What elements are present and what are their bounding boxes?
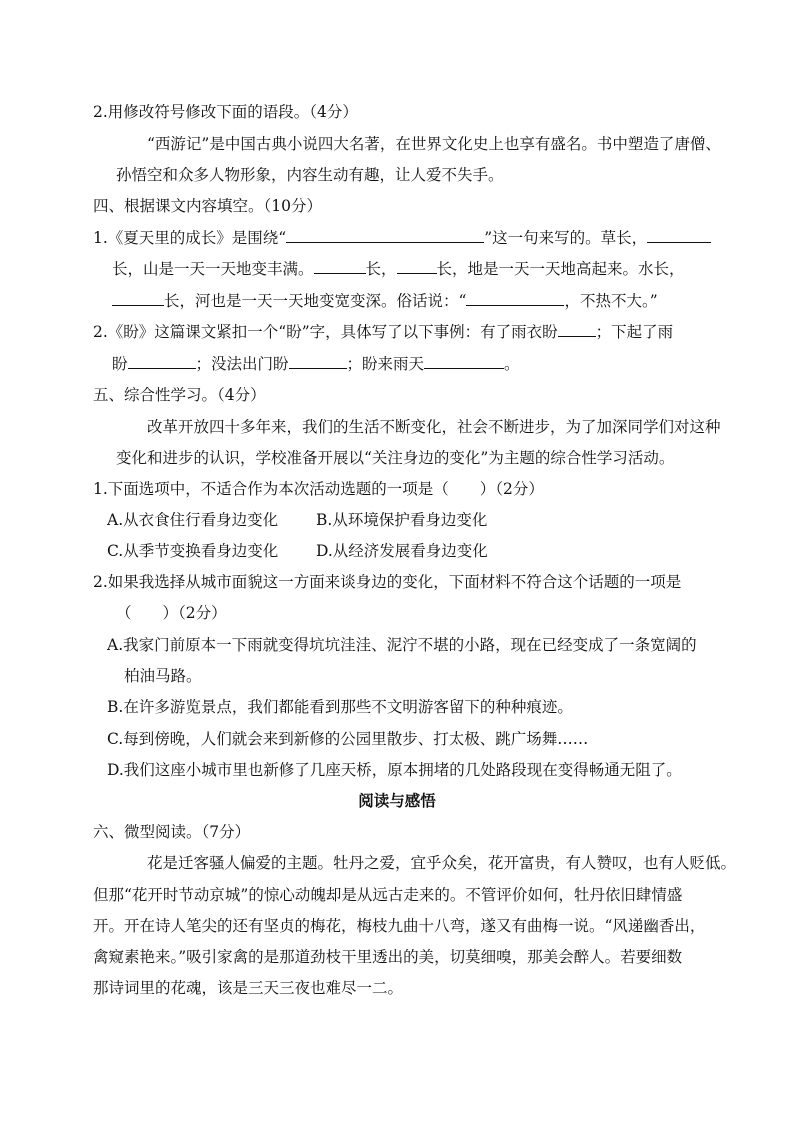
option-c: C.每到傍晚，人们就会来到新修的公园里散步、打太极、跳广场舞……	[107, 730, 589, 748]
answer-blank[interactable]	[314, 259, 366, 274]
section-5-paragraph-line: 变化和进步的认识，学校准备开展以“关注身边的变化”为主题的综合性学习活动。	[116, 449, 675, 467]
section-5-paragraph-line: 改革开放四十多年来，我们的生活不断变化，社会不断进步，为了加深同学们对这种	[147, 418, 721, 436]
option-a-continued: 柏油马路。	[124, 667, 202, 685]
section-4-title: 四、根据课文内容填空。（10分）	[93, 197, 322, 215]
text: 长，河也是一天一天地变宽变深。俗话说：“	[164, 292, 467, 310]
section-4-q1-line	[93, 228, 711, 248]
text: ”这一句来写的。草长，	[484, 229, 648, 247]
answer-blank[interactable]	[289, 354, 347, 369]
text: ，不热不大。”	[564, 292, 658, 310]
option-b: B.从环境保护看身边变化	[316, 511, 488, 529]
option-a: A.我家门前原本一下雨就变得坑坑洼洼、泥泞不堪的小路，现在已经变成了一条宽阔的	[107, 636, 697, 654]
section-6-title: 六、微型阅读。（7分）	[93, 823, 251, 841]
section-4-q2-line	[112, 354, 520, 374]
question-2-paragraph-line: “西游记”是中国古典小说四大名著，在世界文化史上也享有盛名。书中塑造了唐僧、	[147, 135, 721, 153]
text: 1.《夏天里的成长》是围绕“	[93, 229, 287, 247]
section-5-q2-bracket: （ ）（2分）	[116, 604, 227, 622]
answer-blank[interactable]	[397, 259, 437, 274]
reading-section-header: 阅读与感悟	[358, 792, 436, 810]
answer-blank[interactable]	[286, 228, 484, 243]
answer-blank[interactable]	[112, 291, 164, 306]
text: 。	[504, 355, 520, 373]
section-6-paragraph-line: 禽窥素艳来。”吸引家禽的是那道劲枝干里透出的美，切莫细嗅，那美会醉人。若要细数	[93, 948, 683, 966]
answer-blank[interactable]	[424, 354, 504, 369]
text: ；下起了雨	[595, 323, 674, 341]
text: 盼	[112, 355, 128, 373]
section-4-q2-line	[93, 322, 673, 342]
text: 长，山是一天一天地变丰满。	[112, 260, 314, 278]
option-d: D.从经济发展看身边变化	[316, 542, 488, 560]
text: 长，	[365, 260, 397, 278]
question-2-title: 2.用修改符号修改下面的语段。（4分）	[93, 103, 358, 121]
section-5-title: 五、综合性学习。（4分）	[93, 386, 266, 404]
section-6-paragraph-line: 但那“花开时节动京城”的惊心动魄却是从远古走来的。不管评价如何，牡丹依旧肆情盛	[93, 886, 683, 904]
section-4-q1-line	[112, 291, 658, 311]
section-4-q1-line	[112, 259, 685, 279]
section-6-paragraph-line: 那诗词里的花魂，该是三天三夜也难尽一二。	[93, 979, 404, 997]
section-6-paragraph-line: 花是迁客骚人偏爱的主题。牡丹之爱，宜乎众矣，花开富贵，有人赞叹，也有人贬低。	[147, 854, 737, 872]
question-2-paragraph-line: 孙悟空和众多人物形象，内容生动有趣，让人爱不失手。	[116, 166, 504, 184]
answer-blank[interactable]	[647, 228, 711, 243]
text: 2.《盼》这篇课文紧扣一个“盼”字，具体写了以下事例：有了雨衣盼	[93, 323, 558, 341]
option-b: B.在许多游览景点，我们都能看到那些不文明游客留下的种种痕迹。	[107, 698, 573, 716]
answer-blank[interactable]	[466, 291, 564, 306]
option-d: D.我们这座小城市里也新修了几座天桥，原本拥堵的几处路段现在变得畅通无阻了。	[107, 761, 682, 779]
section-5-q2: 2.如果我选择从城市面貌这一方面来谈身边的变化，下面材料不符合这个话题的一项是	[93, 573, 682, 591]
answer-blank[interactable]	[128, 354, 196, 369]
option-c: C.从季节变换看身边变化	[107, 542, 279, 560]
option-a: A.从衣食住行看身边变化	[107, 511, 279, 529]
text: ；盼来雨天	[346, 355, 425, 373]
section-5-q1: 1.下面选项中，不适合作为本次活动选题的一项是（ ）（2分）	[93, 480, 544, 498]
text: 长，地是一天一天地高起来。水长，	[436, 260, 685, 278]
text: ；没法出门盼	[195, 355, 289, 373]
section-6-paragraph-line: 开。开在诗人笔尖的还有坚贞的梅花，梅枝九曲十八弯，遂又有曲梅一说。“风递幽香出，	[93, 917, 706, 935]
answer-blank[interactable]	[558, 322, 596, 337]
